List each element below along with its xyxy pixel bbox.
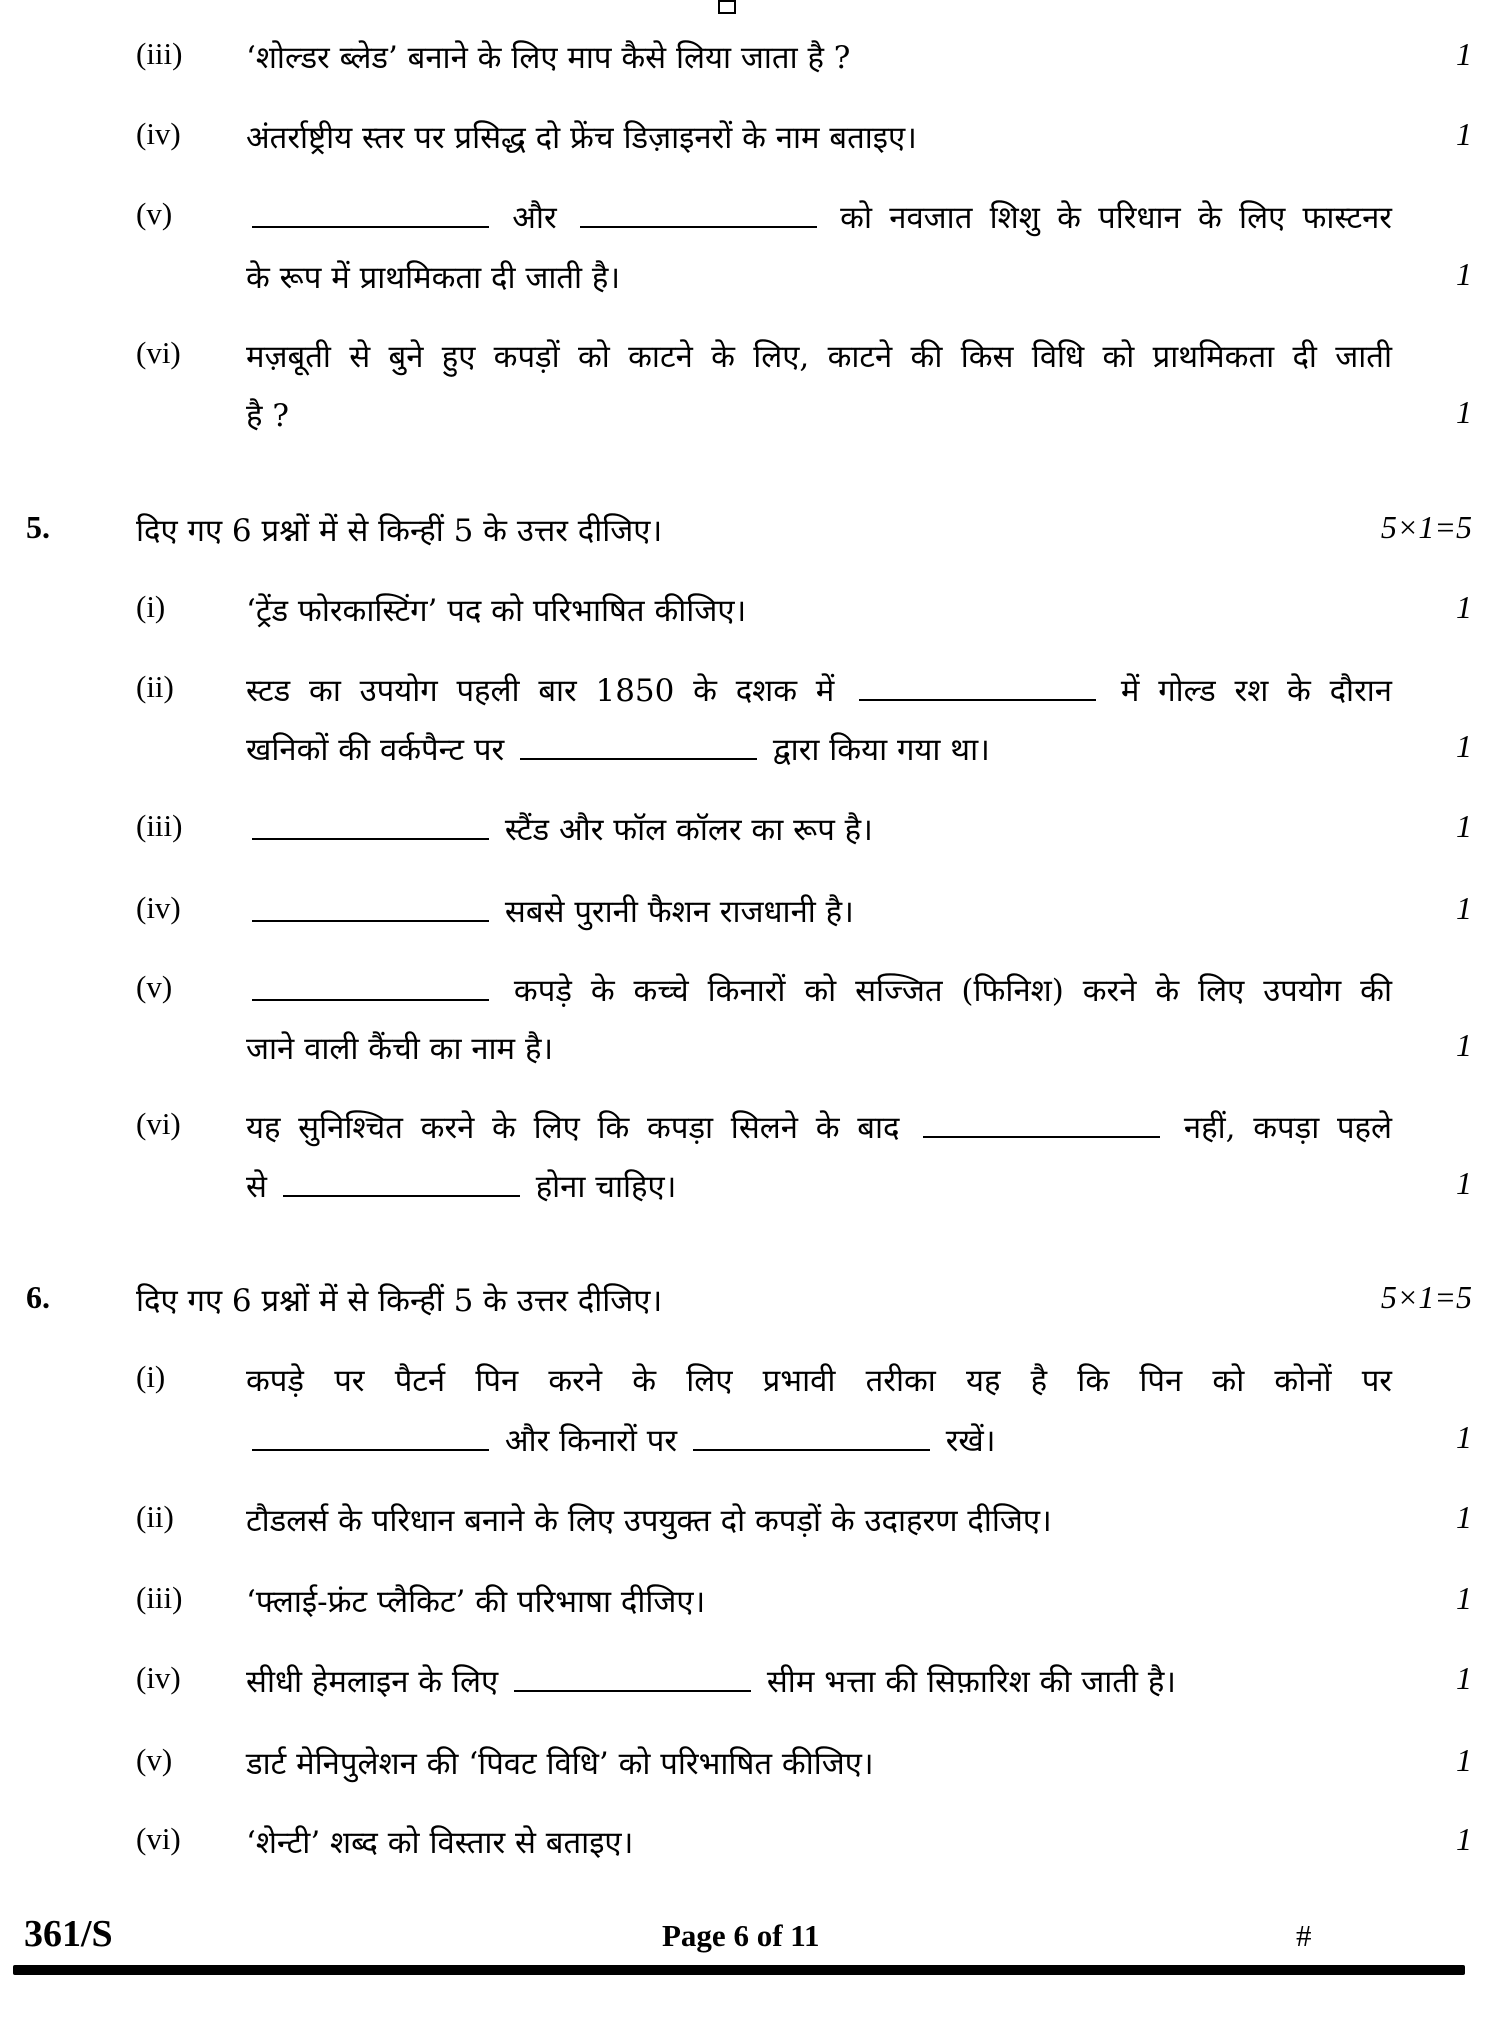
- item-number: (vi): [136, 335, 181, 370]
- question-number: 5.: [26, 509, 50, 545]
- question-item-line: [0, 1660, 1505, 1706]
- item-text: [246, 1499, 1392, 1541]
- item-marks: 1: [1456, 256, 1472, 292]
- item-text: [246, 116, 1392, 158]
- answer-blank[interactable]: [923, 1110, 1160, 1138]
- answer-blank[interactable]: [520, 732, 757, 760]
- item-text: [246, 890, 1392, 932]
- item-marks: 1: [1456, 1580, 1472, 1616]
- item-number: (v): [136, 969, 173, 1004]
- item-marks: 1: [1456, 1419, 1472, 1455]
- item-marks: 1: [1456, 394, 1472, 430]
- question-item-line: [0, 116, 1505, 162]
- item-text: [246, 1580, 1392, 1622]
- item-number: (ii): [136, 669, 174, 704]
- item-text: [246, 335, 1392, 377]
- item-text-segment: कपड़े पर पैटर्न पिन करने के लिए प्रभावी तरीका यह है कि पिन को कोनों पर: [246, 1363, 1392, 1399]
- item-text-segment: से: [246, 1169, 267, 1205]
- question-item-line: [0, 196, 1505, 242]
- question-item-line: [0, 1359, 1505, 1405]
- item-text: [246, 969, 1392, 1011]
- answer-blank[interactable]: [859, 673, 1096, 701]
- item-marks: 1: [1456, 116, 1472, 152]
- item-text-segment: अंतर्राष्ट्रीय स्तर पर प्रसिद्ध दो फ्रेंच डिज़ाइनरों के नाम बताइए।: [246, 120, 917, 156]
- question-item-line: [0, 1499, 1505, 1545]
- item-text-segment: ‘फ्लाई-फ्रंट प्लैकिट’ की परिभाषा दीजिए।: [246, 1584, 706, 1620]
- item-text: [246, 1660, 1392, 1702]
- question-instruction: दिए गए 6 प्रश्नों में से किन्हीं 5 के उत्तर दीजिए।: [136, 513, 663, 549]
- question-item-line: [0, 1742, 1505, 1788]
- item-text: [246, 589, 1392, 631]
- item-text: [246, 394, 1392, 436]
- answer-blank[interactable]: [252, 812, 489, 840]
- item-text-segment: मज़बूती से बुने हुए कपड़ों को काटने के लिए, काटने की किस विधि को प्राथमिकता दी जाती: [246, 339, 1392, 375]
- question-item-line: [0, 1419, 1505, 1465]
- item-text-segment: टौडलर्स के परिधान बनाने के लिए उपयुक्त दो कपड़ों के उदाहरण दीजिए।: [246, 1503, 1052, 1539]
- item-text-segment: और किनारों पर: [504, 1423, 678, 1459]
- question-item-line: [0, 1821, 1505, 1867]
- item-text-segment: सीधी हेमलाइन के लिए: [246, 1664, 499, 1700]
- page-number: Page 6 of 11: [662, 1918, 820, 1953]
- item-text-segment: है ?: [246, 398, 289, 434]
- item-number: (iv): [136, 1660, 181, 1695]
- item-text: [246, 1419, 1392, 1461]
- item-text-segment: द्वारा किया गया था।: [772, 732, 990, 768]
- item-text: [246, 808, 1392, 850]
- item-text-segment: और: [512, 200, 557, 236]
- item-number: (v): [136, 1742, 173, 1777]
- answer-blank[interactable]: [283, 1169, 520, 1197]
- question-item-line: [0, 1580, 1505, 1626]
- item-marks: 1: [1456, 728, 1472, 764]
- item-number: (vi): [136, 1821, 181, 1856]
- item-text: [246, 1106, 1392, 1148]
- item-marks: 1: [1456, 1165, 1472, 1201]
- question-item-line: [0, 589, 1505, 635]
- answer-blank[interactable]: [580, 200, 817, 228]
- item-text: [246, 36, 1392, 78]
- item-marks: 1: [1456, 1499, 1472, 1535]
- question-marks: 5×1=5: [1380, 509, 1472, 545]
- item-marks: 1: [1456, 890, 1472, 926]
- item-text-segment: में गोल्ड रश के दौरान: [1120, 673, 1393, 709]
- question-item-line: [0, 669, 1505, 715]
- item-number: (iv): [136, 116, 181, 151]
- question-number: 6.: [26, 1279, 50, 1315]
- item-marks: 1: [1456, 1821, 1472, 1857]
- item-number: (ii): [136, 1499, 174, 1534]
- item-text-segment: जाने वाली कैंची का नाम है।: [246, 1031, 554, 1067]
- question-instruction: दिए गए 6 प्रश्नों में से किन्हीं 5 के उत्तर दीजिए।: [136, 1283, 663, 1319]
- item-number: (v): [136, 196, 173, 231]
- question-item-line: [0, 1165, 1505, 1211]
- item-text: [246, 669, 1392, 711]
- hash-mark: #: [1296, 1918, 1312, 1953]
- question-item-line: [0, 969, 1505, 1015]
- item-text: [246, 1027, 1392, 1069]
- item-number: (iv): [136, 890, 181, 925]
- question-item-line: [0, 256, 1505, 302]
- item-text-segment: को नवजात शिशु के परिधान के लिए फास्टनर: [840, 200, 1392, 236]
- item-text: [246, 1359, 1392, 1401]
- question-item-line: [0, 1106, 1505, 1152]
- question-item-line: [0, 36, 1505, 82]
- question-item-line: [0, 728, 1505, 774]
- item-number: (i): [136, 589, 166, 624]
- item-text-segment: खनिकों की वर्कपैन्ट पर: [246, 732, 505, 768]
- item-number: (vi): [136, 1106, 181, 1141]
- item-text: [246, 1821, 1392, 1863]
- footer-rule: [13, 1965, 1465, 1975]
- item-marks: 1: [1456, 1027, 1472, 1063]
- item-text-segment: डार्ट मेनिपुलेशन की ‘पिवट विधि’ को परिभाषित कीजिए।: [246, 1746, 874, 1782]
- item-text-segment: यह सुनिश्चित करने के लिए कि कपड़ा सिलने के बाद: [246, 1110, 900, 1146]
- item-marks: 1: [1456, 589, 1472, 625]
- question-item-line: [0, 335, 1505, 381]
- q5-header: [0, 509, 1505, 555]
- question-item-line: [0, 394, 1505, 440]
- answer-blank[interactable]: [252, 200, 489, 228]
- item-text-segment: सबसे पुरानी फैशन राजधानी है।: [504, 894, 854, 930]
- item-text: [246, 256, 1392, 298]
- answer-blank[interactable]: [514, 1664, 751, 1692]
- item-text-segment: स्टैंड और फॉल कॉलर का रूप है।: [504, 812, 873, 848]
- answer-blank[interactable]: [693, 1423, 930, 1451]
- item-text-segment: ‘शोल्डर ब्लेड’ बनाने के लिए माप कैसे लिया जाता है ?: [246, 40, 851, 76]
- item-marks: 1: [1456, 1660, 1472, 1696]
- item-text: [246, 1165, 1392, 1207]
- item-number: (iii): [136, 808, 183, 843]
- answer-blank[interactable]: [252, 1423, 489, 1451]
- item-text-segment: कपड़े के कच्चे किनारों को सज्जित (फिनिश) करने के लिए उपयोग की: [513, 973, 1392, 1009]
- item-number: (i): [136, 1359, 166, 1394]
- question-item-line: [0, 1027, 1505, 1073]
- item-text-segment: के रूप में प्राथमिकता दी जाती है।: [246, 260, 621, 296]
- item-marks: 1: [1456, 808, 1472, 844]
- item-text-segment: होना चाहिए।: [535, 1169, 677, 1205]
- item-text: [246, 196, 1392, 238]
- item-number: (iii): [136, 1580, 183, 1615]
- question-item-line: [0, 808, 1505, 854]
- paper-code: 361/S: [24, 1913, 113, 1955]
- item-marks: 1: [1456, 36, 1472, 72]
- item-text: [246, 1742, 1392, 1784]
- question-marks: 5×1=5: [1380, 1279, 1472, 1315]
- answer-blank[interactable]: [252, 973, 489, 1001]
- item-marks: 1: [1456, 1742, 1472, 1778]
- item-text: [246, 728, 1392, 770]
- item-text-segment: ‘ट्रेंड फोरकास्टिंग’ पद को परिभाषित कीजिए।: [246, 593, 747, 629]
- item-text-segment: नहीं, कपड़ा पहले: [1183, 1110, 1393, 1146]
- item-number: (iii): [136, 36, 183, 71]
- q6-header: [0, 1279, 1505, 1325]
- item-text-segment: रखें।: [945, 1423, 996, 1459]
- question-item-line: [0, 890, 1505, 936]
- item-text-segment: सीम भत्ता की सिफ़ारिश की जाती है।: [766, 1664, 1177, 1700]
- item-text-segment: स्टड का उपयोग पहली बार 1850 के दशक में: [246, 673, 835, 709]
- item-text-segment: ‘शेन्टी’ शब्द को विस्तार से बताइए।: [246, 1825, 634, 1861]
- answer-blank[interactable]: [252, 894, 489, 922]
